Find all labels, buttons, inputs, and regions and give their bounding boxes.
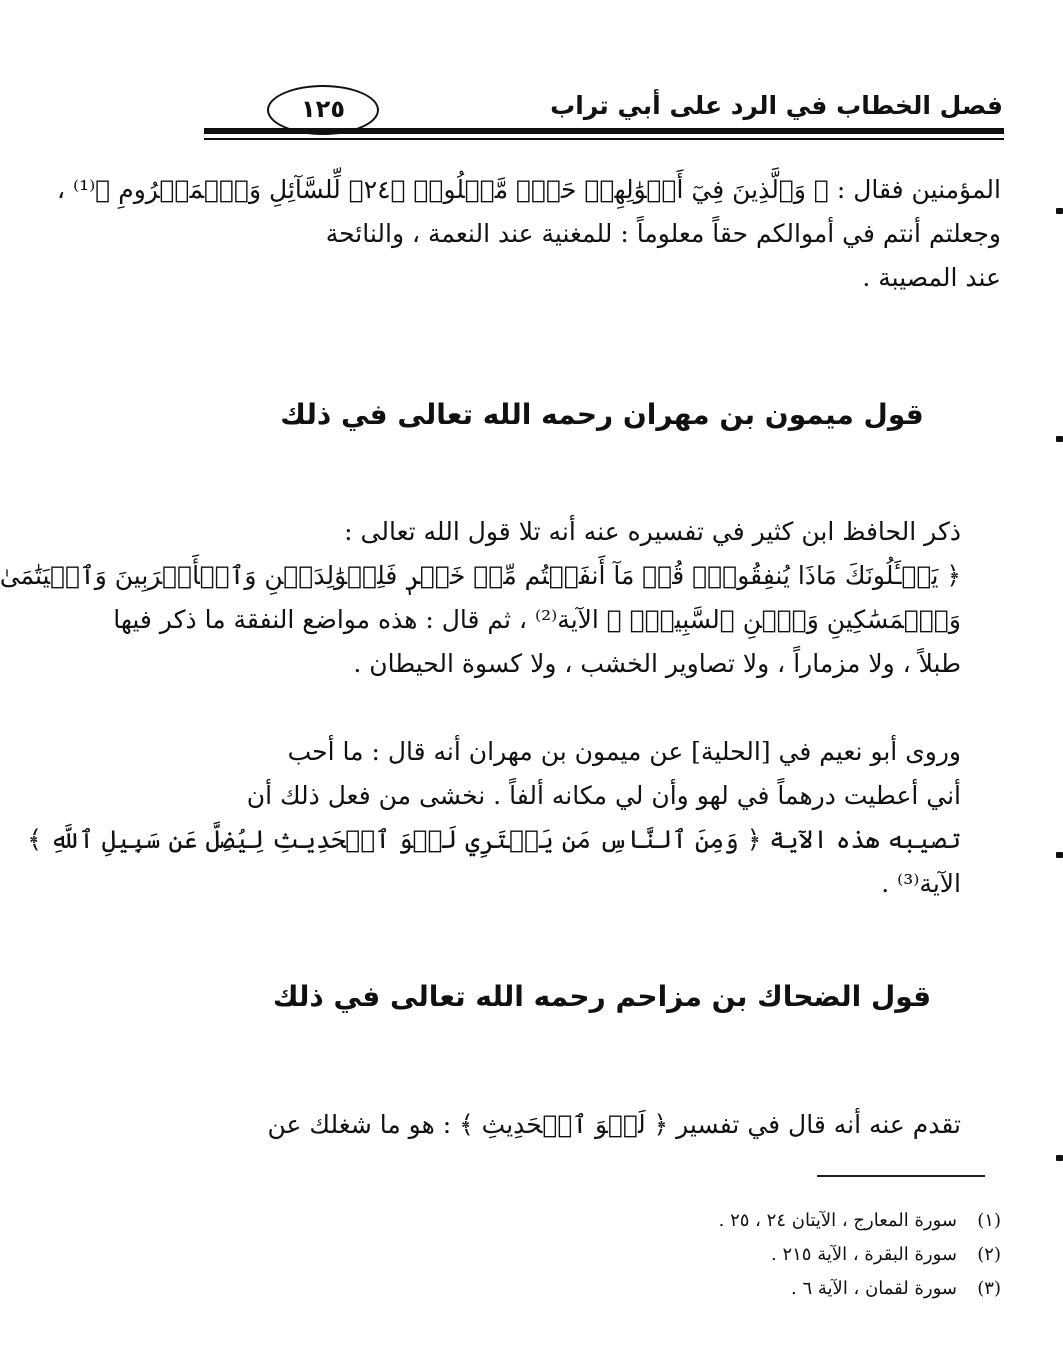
text-line: وجعلتم أنتم في أموالكم حقاً معلوماً : للمغنية عند النعمة ، والنائحة	[325, 219, 1001, 248]
footnote-number: (٢)	[977, 1244, 1001, 1265]
section-heading-dahhak: قول الضحاك بن مزاحم رحمه الله تعالى في ذلك	[272, 980, 932, 1013]
scan-margin-mark	[1056, 208, 1063, 214]
text-line: عند المصيبة .	[862, 263, 1001, 292]
paragraph-3	[27, 730, 1001, 906]
footnote-text: سورة البقرة ، الآية ٢١٥ .	[771, 1244, 957, 1265]
footnote-2	[203, 1240, 1001, 1270]
scan-margin-mark	[1056, 436, 1063, 442]
footnote-1	[203, 1206, 1001, 1236]
text-line: طبلاً ، ولا مزماراً ، ولا تصاوير الخشب ، ولا كسوة الحيطان .	[353, 649, 961, 678]
text-line: أني أعطيت درهماً في لهو وأن لي مكانه ألفاً . نخشى من فعل ذلك أن	[246, 781, 961, 810]
text-line: وروى أبو نعيم في [الحلية] عن ميمون بن مهران أنه قال : ما أحب	[287, 737, 961, 766]
running-title: فصل الخطاب في الرد على أبي تراب	[550, 91, 1003, 120]
footnote-text: سورة المعارج ، الآيتان ٢٤ ، ٢٥ .	[718, 1210, 957, 1231]
paragraph-1	[56, 168, 1001, 300]
text-line: الآية⁽³⁾ .	[881, 869, 961, 898]
paragraph-2	[0, 510, 1001, 686]
text-line: وَٱلۡمَسَٰكِينِ وَٱبۡنِ ٱلسَّبِيلِۗ ﴾ الآية⁽²⁾ ، ثم قال : هذه مواضع النفقة ما ذكر فيها	[113, 605, 961, 634]
text-line: تصيبه هذه الآية ﴿ وَمِنَ ٱلنَّاسِ مَن يَشۡتَرِي لَهۡوَ ٱلۡحَدِيثِ لِيُضِلَّ عَن سَبِيلِ ٱللَّهِ ﴾	[27, 825, 961, 854]
section-heading-maimun: قول ميمون بن مهران رحمه الله تعالى في ذلك	[280, 398, 924, 431]
scan-margin-mark	[1056, 852, 1063, 858]
scan-margin-mark	[1056, 1155, 1063, 1161]
footnote-number: (٣)	[977, 1278, 1001, 1299]
footnote-text: سورة لقمان ، الآية ٦ .	[791, 1278, 957, 1299]
paragraph-4	[203, 1103, 1001, 1147]
footnote-separator	[817, 1175, 985, 1177]
page-number-badge: ١٢٥	[267, 85, 379, 135]
header-rule-thick	[204, 128, 1004, 134]
text-line: ﴿ يَسۡـَٔلُونَكَ مَاذَا يُنفِقُونَۖ قُلۡ مَآ أَنفَقۡتُم مِّنۡ خَيۡرٖ فَلِلۡوَٰلِدَيۡنِ وَٱلۡأَقۡرَبِينَ وَٱلۡيَتَٰمَىٰ	[0, 561, 961, 590]
text-line: تقدم عنه أنه قال في تفسير ﴿ لَهۡوَ ٱلۡحَدِيثِ ﴾ : هو ما شغلك عن	[267, 1110, 961, 1139]
footnote-3	[203, 1274, 1001, 1304]
text-line: المؤمنين فقال : ﴿ وَٱلَّذِينَ فِيٓ أَمۡوَٰلِهِمۡ حَقّٞ مَّعۡلُومٞ ﴿٢٤﴾ لِّلسَّآئِلِ وَٱلۡمَحۡرُومِ ﴾⁽¹⁾ ،	[56, 175, 1001, 204]
footnote-number: (١)	[977, 1210, 1001, 1231]
text-line: ذكر الحافظ ابن كثير في تفسيره عنه أنه تلا قول الله تعالى :	[344, 517, 961, 546]
header-rule-thin	[204, 138, 1004, 140]
